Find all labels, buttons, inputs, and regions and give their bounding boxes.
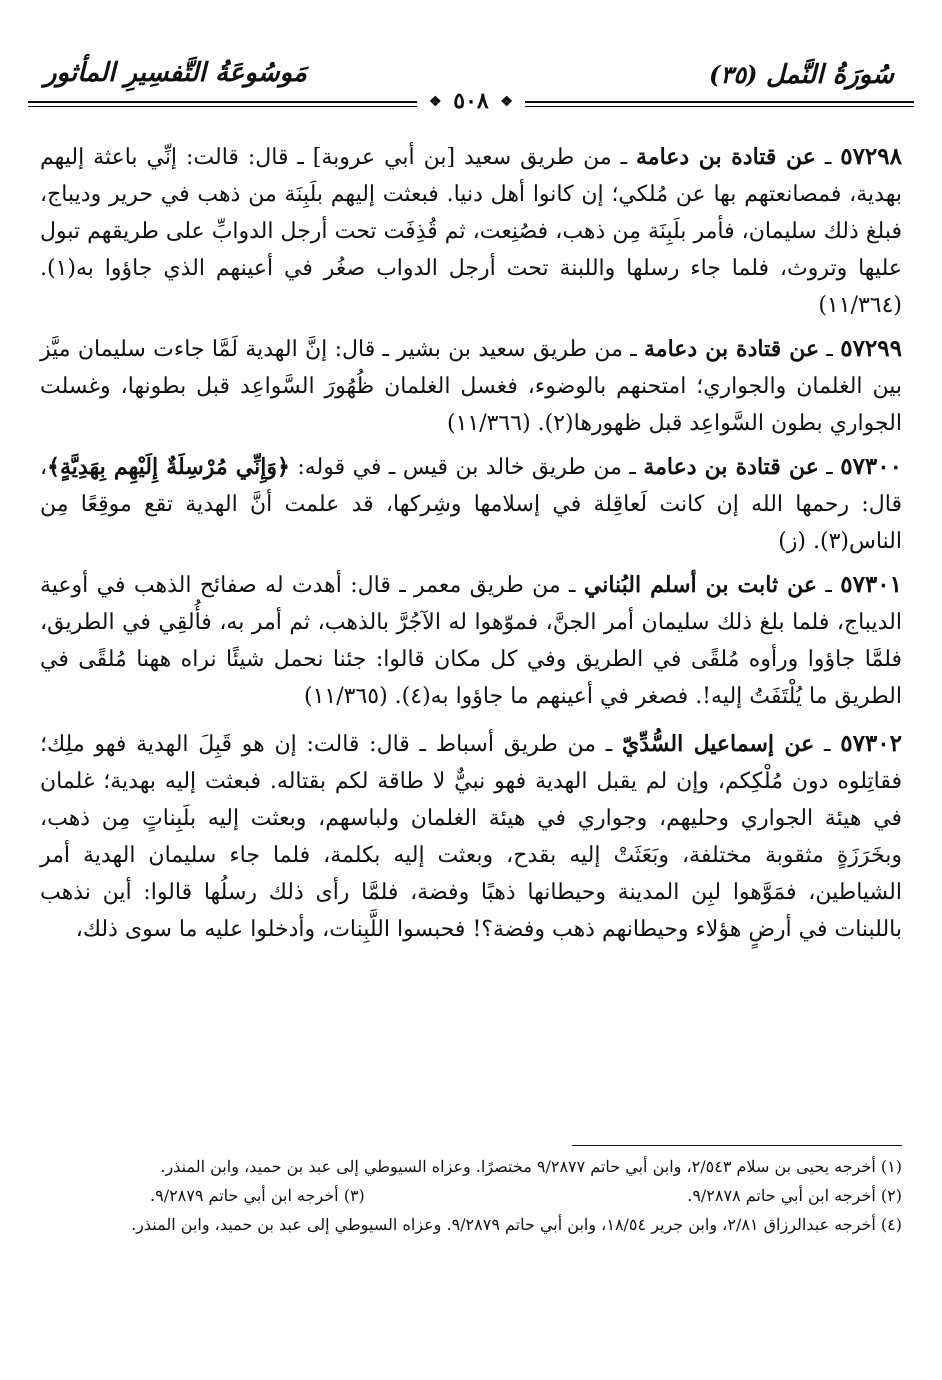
footnote-separator [572, 1145, 902, 1146]
entry-number: ٥٧٢٩٩ [840, 335, 902, 362]
entry-text: ـ من طريق معمر ـ قال: أهدت له صفائح الذهب في أوعية الديباج، فلما بلغ ذلك سليمان أمر الجنَّ، فموّهوا له الآجُرَّ بالذهب، ثم أمر به، فأُلقِي في الطريق، فلمَّا جاؤوا ورأوه مُلقًى في الطريق وفي كل مكان قالوا: جئنا نحمل شيئًا نراه ههنا مُلقًى في الطريق ما يُلْتَفَتُ إليه!. فصغر في أعينهم ما جاؤوا به(٤). (١١/٣٦٥) [40, 573, 902, 709]
narrator-name: عن ثابت بن أسلم البُناني [583, 572, 818, 598]
footnote-row [40, 1181, 902, 1210]
entry-number: ٥٧٣٠٢ [840, 730, 902, 757]
sura-heading [709, 60, 894, 90]
entry-number: ٥٧٣٠١ [840, 571, 902, 598]
hadith-entry: ٥٧٣٠٠ ـ عن قتادة بن دعامة ـ من طريق خالد بن قيس ـ في قوله: ﴿وَإِنِّي مُرْسِلَةٌ إِلَيْهِم بِهَدِيَّةٍ﴾، قال: رحمها الله إن كانت لَعاقِلة في إسلامها وشِركها، قد علمت أنَّ الهدية تقع موقِعًا مِن الناس(٣). (ز) [40, 453, 902, 554]
entry-text: ـ من طريق خالد بن قيس ـ في قوله: [289, 455, 644, 480]
main-text [40, 138, 902, 954]
entry-number: ٥٧٢٩٨ [840, 143, 902, 170]
entry-number: ٥٧٣٠٠ [840, 453, 902, 480]
verse-reference: (٣٥) [708, 60, 758, 89]
entry-text: ـ من طريق سعيد [بن أبي عروبة] ـ قال: قالت: إنِّي باعثة إليهم بهدية، فمصانعتهم بها عن مُلكي؛ إن كانوا أهل دنيا. فبعثت إليهم بلَبِنَة من ذهب في حرير وديباج، فبلغ ذلك سليمان، فأمر بلَبِنَة مِن ذهب، فصُنِعت، ثم قُذِفَت تحت أرجل الدوابِّ على طريقهم تبول عليها وتروث، فلما جاء رسلها واللبنة تحت أرجل الدواب صغُر في أعينهم الذي جاؤوا به(١). (١١/٣٦٤) [40, 145, 902, 318]
sura-title: سُورَةُ النَّمل [765, 60, 894, 90]
footnote: (٢) أخرجه ابن أبي حاتم ٩/٢٨٧٨. [687, 1186, 902, 1205]
quran-verse: ﴿وَإِنِّي مُرْسِلَةٌ إِلَيْهِم بِهَدِيَّةٍ﴾ [47, 454, 290, 480]
narrator-name: عن إسماعيل السُّدِّيّ [622, 731, 815, 757]
entry-text: ـ من طريق سعيد بن بشير ـ قال: إنَّ الهدية لَمَّا جاءت سليمان ميَّز بين الغلمان والجواري؛ امتحنهم بالوضوء، فغسل الغلمان ظُهُورَ السَّواعِد قبل بطونها، وغسلت الجواري بطون السَّواعِد قبل ظهورها(٢). (١١/٣٦٦) [40, 337, 902, 436]
footnote: (٤) أخرجه عبدالرزاق ٢/٨١، وابن جرير ١٨/٥٤، وابن أبي حاتم ٩/٢٨٧٩. وعزاه السيوطي إلى عبد بن حميد، وابن المنذر. [131, 1215, 902, 1234]
ornament-icon: ❖ [500, 94, 513, 110]
entry-text-continued: ، قال: رحمها الله إن كانت لَعاقِلة في إسلامها وشِركها، قد علمت أنَّ الهدية تقع موقِعًا مِن الناس(٣). (ز) [40, 455, 902, 554]
book-title: مَوسُوعَةُ التَّفسِيرِ المأثور [44, 58, 307, 88]
hadith-entry: ٥٧٢٩٩ ـ عن قتادة بن دعامة ـ من طريق سعيد بن بشير ـ قال: إنَّ الهدية لَمَّا جاءت سليمان ميَّز بين الغلمان والجواري؛ امتحنهم بالوضوء، فغسل الغلمان ظُهُورَ السَّواعِد قبل بطونها، وغسلت الجواري بطون السَّواعِد قبل ظهورها(٢). (١١/٣٦٦) [40, 335, 902, 436]
hadith-entry: ٥٧٢٩٨ ـ عن قتادة بن دعامة ـ من طريق سعيد [بن أبي عروبة] ـ قال: قالت: إنِّي باعثة إليهم بهدية، فمصانعتهم بها عن مُلكي؛ إن كانوا أهل دنيا. فبعثت إليهم بلَبِنَة من ذهب في حرير وديباج، فبلغ ذلك سليمان، فأمر بلَبِنَة مِن ذهب، فصُنِعت، ثم قُذِفَت تحت أرجل الدوابِّ على طريقهم تبول عليها وتروث، فلما جاء رسلها واللبنة تحت أرجل الدواب صغُر في أعينهم الذي جاؤوا به(١). (١١/٣٦٤) [40, 143, 902, 318]
page-number: ٥٠٨ [453, 88, 489, 114]
ornament-icon: ❖ [429, 94, 442, 110]
hadith-entry: ٥٧٣٠٢ ـ عن إسماعيل السُّدِّيّ ـ من طريق أسباط ـ قال: قالت: إن هو قَبِلَ الهدية فهو ملِك؛ فقاتِلوه دون مُلْكِكم، وإن لم يقبل الهدية فهو نبيٌّ لا طاقة لكم بقتاله. فبعثت إليه بهدية؛ غلمان في هيئة الجواري وحليهم، وجواري في هيئة الغلمان ولباسهم، وبعثت إليه بلَبِناتٍ مِن ذهب، وبخَرَزَةٍ مثقوبة مختلفة، وبَعَثَتْ إليه بقدح، وبعثت إليه بكلمة، فلما جاء سليمان الهدية أمر الشياطين، فمَوَّهوا لبِن المدينة وحيطانها ذهبًا وفضة، فلمَّا رأى ذلك رسلُها قالوا: أين نذهب باللبنات في أرضٍ هؤلاء وحيطانهم ذهب وفضة؟! فحبسوا اللَّبِنات، وأدخلوا عليه ما سوى ذلك، [40, 730, 902, 942]
entry-text: ـ من طريق أسباط ـ قال: قالت: إن هو قَبِلَ الهدية فهو ملِك؛ فقاتِلوه دون مُلْكِكم، وإن لم يقبل الهدية فهو نبيٌّ لا طاقة لكم بقتاله. فبعثت إليه بهدية؛ غلمان في هيئة الجواري وحليهم، وجواري في هيئة الغلمان ولباسهم، وبعثت إليه بلَبِناتٍ مِن ذهب، وبخَرَزَةٍ مثقوبة مختلفة، وبَعَثَتْ إليه بقدح، وبعثت إليه بكلمة، فلما جاء سليمان الهدية أمر الشياطين، فمَوَّهوا لبِن المدينة وحيطانها ذهبًا وفضة، فلمَّا رأى ذلك رسلُها قالوا: أين نذهب باللبنات في أرضٍ هؤلاء وحيطانهم ذهب وفضة؟! فحبسوا اللَّبِنات، وأدخلوا عليه ما سوى ذلك، [40, 732, 902, 942]
footnote: (١) أخرجه يحيى بن سلام ٢/٥٤٣، وابن أبي حاتم ٩/٢٨٧٧ مختصرًا. وعزاه السيوطي إلى عبد بن حميد، وابن المنذر. [160, 1157, 902, 1176]
hadith-entry: ٥٧٣٠١ ـ عن ثابت بن أسلم البُناني ـ من طريق معمر ـ قال: أهدت له صفائح الذهب في أوعية الديباج، فلما بلغ ذلك سليمان أمر الجنَّ، فموّهوا له الآجُرَّ بالذهب، ثم أمر به، فأُلقِي في الطريق، فلمَّا جاؤوا ورأوه مُلقًى في الطريق وفي كل مكان قالوا: جئنا نحمل شيئًا نراه ههنا مُلقًى في الطريق ما يُلْتَفَتُ إليه!. فصغر في أعينهم ما جاؤوا به(٤). (١١/٣٦٥) [40, 571, 902, 709]
footnote: (٣) أخرجه ابن أبي حاتم ٩/٢٨٧٩. [150, 1186, 365, 1205]
narrator-name: عن قتادة بن دعامة [635, 144, 816, 170]
narrator-name: عن قتادة بن دعامة [644, 336, 820, 362]
page-number-block [417, 88, 525, 114]
page-header [28, 58, 914, 114]
footnotes [40, 1152, 902, 1239]
narrator-name: عن قتادة بن دعامة [643, 454, 819, 480]
